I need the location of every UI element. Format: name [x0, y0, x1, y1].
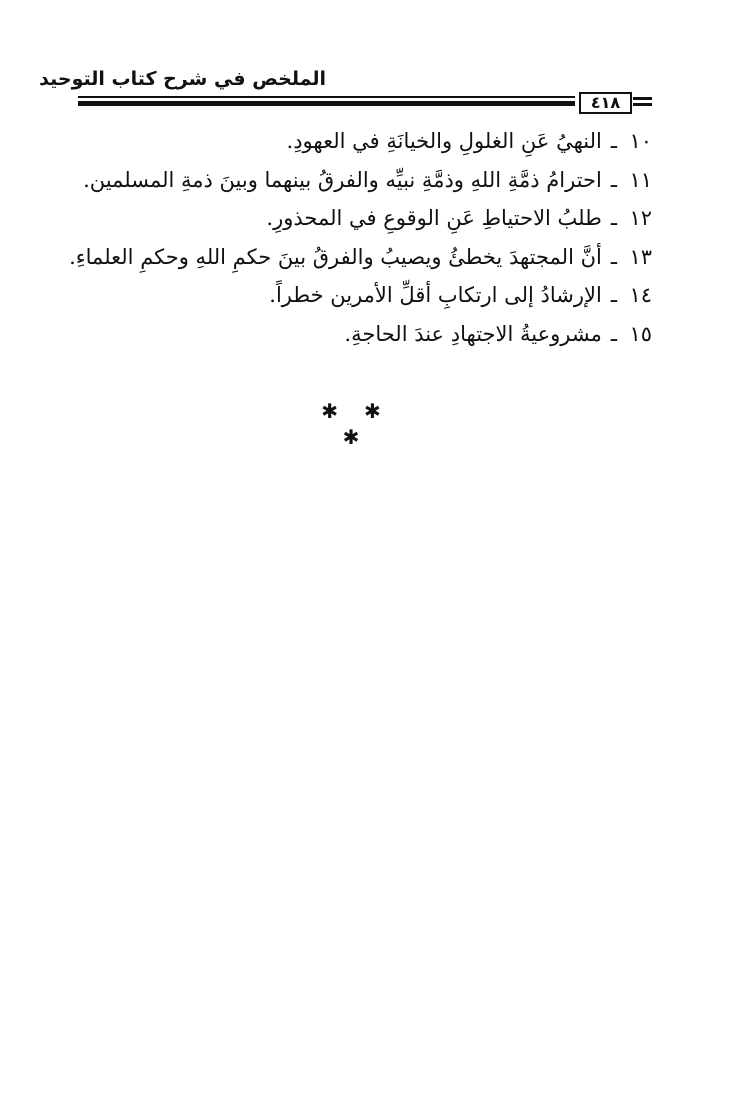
page-number: ٤١٨ — [579, 92, 632, 114]
list-item — [52, 276, 652, 315]
header-rule-right-top — [633, 97, 652, 100]
item-separator: ـ — [610, 167, 617, 192]
list-item — [52, 238, 652, 277]
item-separator: ـ — [610, 244, 617, 269]
list-item — [52, 315, 652, 354]
asterisk-icon: ✱ — [364, 399, 407, 423]
item-number: ١٤ — [629, 283, 652, 307]
item-text: احترامُ ذمَّةِ اللهِ وذمَّةِ نبيِّه والفرقُ بينهما وبينَ ذمةِ المسلمين. — [83, 167, 602, 192]
item-number: ١٣ — [629, 244, 652, 269]
header-rule-thin — [78, 96, 575, 98]
running-head-title: الملخص في شرح كتاب التوحيد — [39, 68, 326, 90]
asterisk-icon: ✱ — [342, 425, 386, 449]
header-rule-right-bottom — [633, 103, 652, 106]
item-text: الإرشادُ إلى ارتكابِ أقلِّ الأمرين خطراً. — [269, 283, 602, 307]
item-separator: ـ — [610, 321, 617, 346]
item-separator: ـ — [610, 283, 617, 307]
item-text: أنَّ المجتهدَ يخطئُ ويصيبُ والفرقُ بينَ حكمِ اللهِ وحكمِ العلماءِ. — [69, 244, 602, 269]
item-number: ١٥ — [629, 321, 652, 346]
item-number: ١١ — [629, 167, 652, 192]
item-separator: ـ — [610, 129, 617, 153]
section-break-asterisks — [304, 398, 424, 450]
list-item — [52, 122, 652, 161]
item-number: ١٢ — [629, 206, 652, 230]
header-rule — [78, 92, 652, 114]
item-number: ١٠ — [629, 129, 652, 153]
asterisk-icon: ✱ — [321, 399, 364, 423]
header-rule-thick — [78, 101, 575, 106]
lessons-list — [52, 122, 652, 353]
list-item — [52, 161, 652, 200]
item-text: مشروعيةُ الاجتهادِ عندَ الحاجةِ. — [344, 321, 602, 346]
list-item — [52, 199, 652, 238]
item-text: النهيُ عَنِ الغلولِ والخيانَةِ في العهودِ. — [286, 129, 602, 153]
item-separator: ـ — [610, 206, 617, 230]
item-text: طلبُ الاحتياطِ عَنِ الوقوعِ في المحذورِ. — [266, 206, 602, 230]
